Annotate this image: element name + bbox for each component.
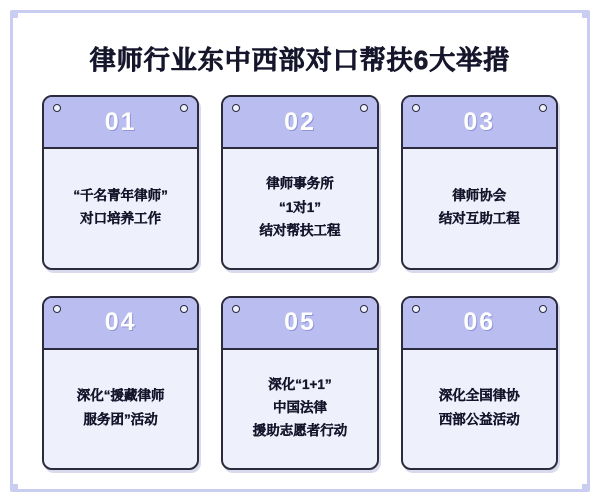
card-text-line: 西部公益活动 (438, 411, 520, 427)
card-body (403, 350, 556, 469)
pin-hole-icon (180, 305, 188, 313)
card-text-line: 援助志愿者行动 (252, 423, 348, 439)
measures-grid (38, 95, 562, 470)
card-text-line: 结对互助工程 (438, 211, 520, 227)
card-number: 04 (104, 308, 137, 336)
card-text-line: “1对1” (278, 199, 321, 215)
pin-hole-icon (539, 104, 547, 112)
card-text-line: 律师事务所 (266, 176, 334, 192)
pin-hole-icon (232, 305, 240, 313)
card-header (403, 97, 556, 149)
card-header (223, 97, 376, 149)
pin-hole-icon (53, 305, 61, 313)
card-text-line: 结对帮扶工程 (259, 222, 341, 238)
card-body (223, 350, 376, 469)
poster-content (12, 12, 588, 490)
pin-hole-icon (53, 104, 61, 112)
card-text-line: 深化“援藏律师 (76, 388, 165, 404)
card-number: 03 (463, 107, 496, 136)
card-number: 02 (284, 107, 316, 136)
pin-hole-icon (232, 104, 240, 112)
pin-hole-icon (360, 104, 368, 112)
card-text-line: 服务团”活动 (83, 411, 158, 427)
card-text-line: 深化“1+1” (268, 376, 332, 392)
card-text-line: 中国法律 (272, 400, 327, 416)
measure-card-05[interactable] (221, 296, 378, 471)
card-body (403, 149, 556, 268)
measure-card-04[interactable] (42, 296, 199, 471)
card-text-line: 对口培养工作 (80, 211, 162, 227)
card-header (403, 298, 556, 350)
pin-hole-icon (412, 305, 420, 313)
pin-hole-icon (360, 305, 368, 313)
card-number: 01 (104, 107, 137, 136)
card-text-line: “千名青年律师” (73, 187, 168, 203)
card-body (44, 149, 197, 268)
card-text-line: 律师协会 (452, 187, 507, 203)
card-text-line: 深化全国律协 (438, 388, 520, 404)
pin-hole-icon (412, 104, 420, 112)
card-header (44, 298, 197, 350)
card-header (44, 97, 197, 149)
card-header (223, 298, 376, 350)
card-body (223, 149, 376, 268)
pin-hole-icon (539, 305, 547, 313)
card-number: 06 (463, 308, 496, 336)
title-container (38, 40, 562, 77)
measure-card-03[interactable] (401, 95, 558, 270)
page-title: 律师行业东中西部对口帮扶6大举措 (89, 45, 511, 75)
measure-card-02[interactable] (221, 95, 378, 270)
pin-hole-icon (180, 104, 188, 112)
measure-card-06[interactable] (401, 296, 558, 471)
card-body (44, 350, 197, 469)
card-number: 05 (284, 308, 316, 336)
measure-card-01[interactable] (42, 95, 199, 270)
